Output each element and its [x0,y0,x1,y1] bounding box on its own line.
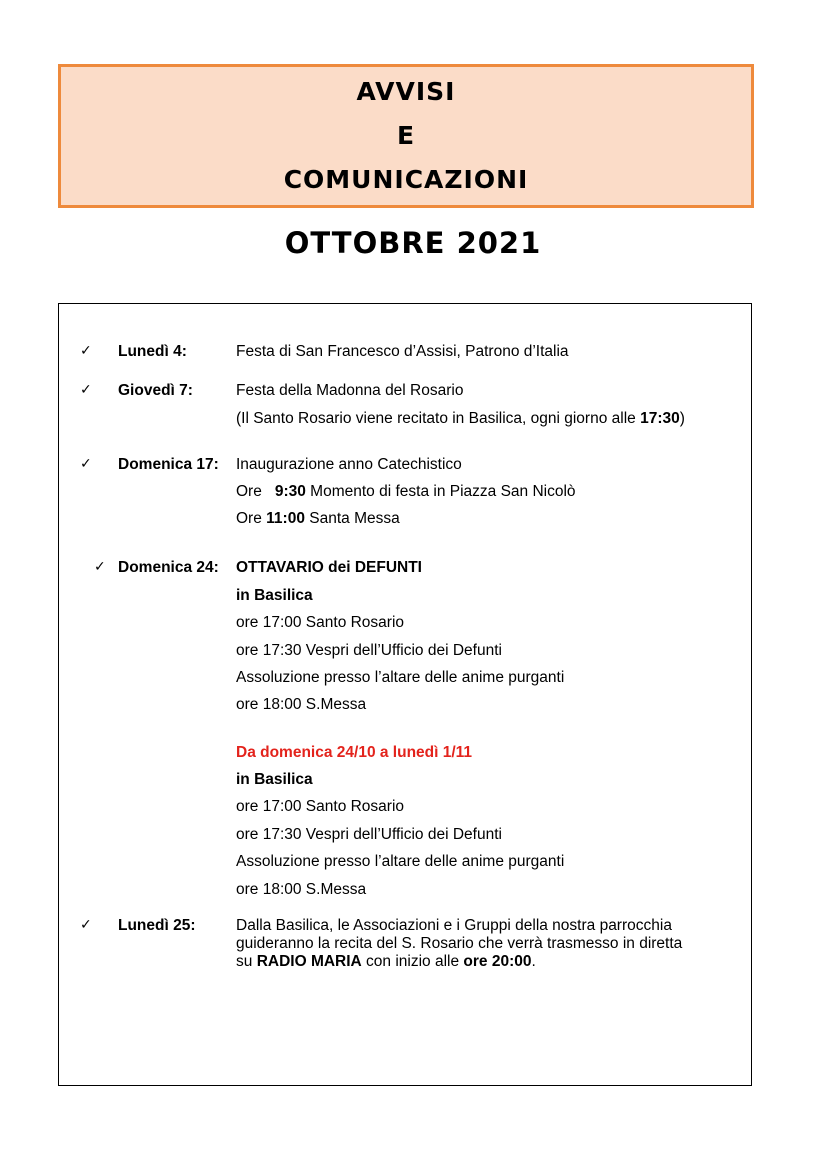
event-line: guideranno la recita del S. Rosario che verrà trasmesso in diretta [236,935,683,952]
event-line: Inaugurazione anno Catechistico [236,456,462,473]
event-line: ore 17:30 Vespri dell’Ufficio dei Defunti [236,642,502,659]
event-line [236,510,400,528]
title-line-2: E [396,121,416,150]
text-segment: . [531,953,536,970]
event-line: Assoluzione presso l’altare delle anime purganti [236,853,565,870]
radio-name-bold: RADIO MARIA [256,953,362,970]
event-line: ore 17:00 Santo Rosario [236,614,405,631]
check-icon: ✓ [80,343,92,359]
check-icon: ✓ [94,559,106,575]
event-line: Assoluzione presso l’altare delle anime purganti [236,669,565,686]
event-line: ore 17:30 Vespri dell’Ufficio dei Defunti [236,826,502,843]
event-line: Festa di San Francesco d’Assisi, Patrono d’Italia [236,343,569,360]
text-segment: Ore [236,483,262,500]
title-box [58,64,754,208]
title-line-1: AVVISI [356,77,456,106]
time-bold: 9:30 [274,483,306,500]
time-bold: 17:30 [640,410,680,427]
event-line: ore 17:00 Santo Rosario [236,798,405,815]
check-icon: ✓ [80,917,92,933]
text-segment: Santa Messa [304,510,400,527]
text-segment: su [236,953,257,970]
event-line [236,953,536,971]
time-bold: 11:00 [266,510,305,527]
event-line: Festa della Madonna del Rosario [236,382,464,399]
event-line: in Basilica [236,587,313,604]
time-bold: ore 20:00 [463,953,532,970]
month-heading: OTTOBRE 2021 [284,226,542,260]
event-line [236,483,576,501]
text-segment: ) [679,410,685,427]
event-line: OTTAVARIO dei DEFUNTI [236,559,422,576]
event-line-highlight: Da domenica 24/10 a lunedì 1/11 [236,744,473,761]
event-line: Dalla Basilica, le Associazioni e i Gruppi della nostra parrocchia [236,917,672,934]
event-line: ore 18:00 S.Messa [236,881,367,898]
event-line: in Basilica [236,771,313,788]
text-segment: Ore [236,510,267,527]
check-icon: ✓ [80,382,92,398]
event-line [236,410,685,428]
event-day: Lunedì 25: [118,917,196,934]
event-day: Domenica 24: [118,559,219,576]
check-icon: ✓ [80,456,92,472]
event-line: ore 18:00 S.Messa [236,696,367,713]
event-day: Domenica 17: [118,456,219,473]
title-line-3: COMUNICAZIONI [283,165,529,194]
event-day: Giovedì 7: [118,382,193,399]
event-day: Lunedì 4: [118,343,187,360]
text-segment: Momento di festa in Piazza San Nicolò [305,483,576,500]
text-segment: (Il Santo Rosario viene recitato in Basilica, ogni giorno alle [236,410,641,427]
text-segment: con inizio alle [361,953,464,970]
